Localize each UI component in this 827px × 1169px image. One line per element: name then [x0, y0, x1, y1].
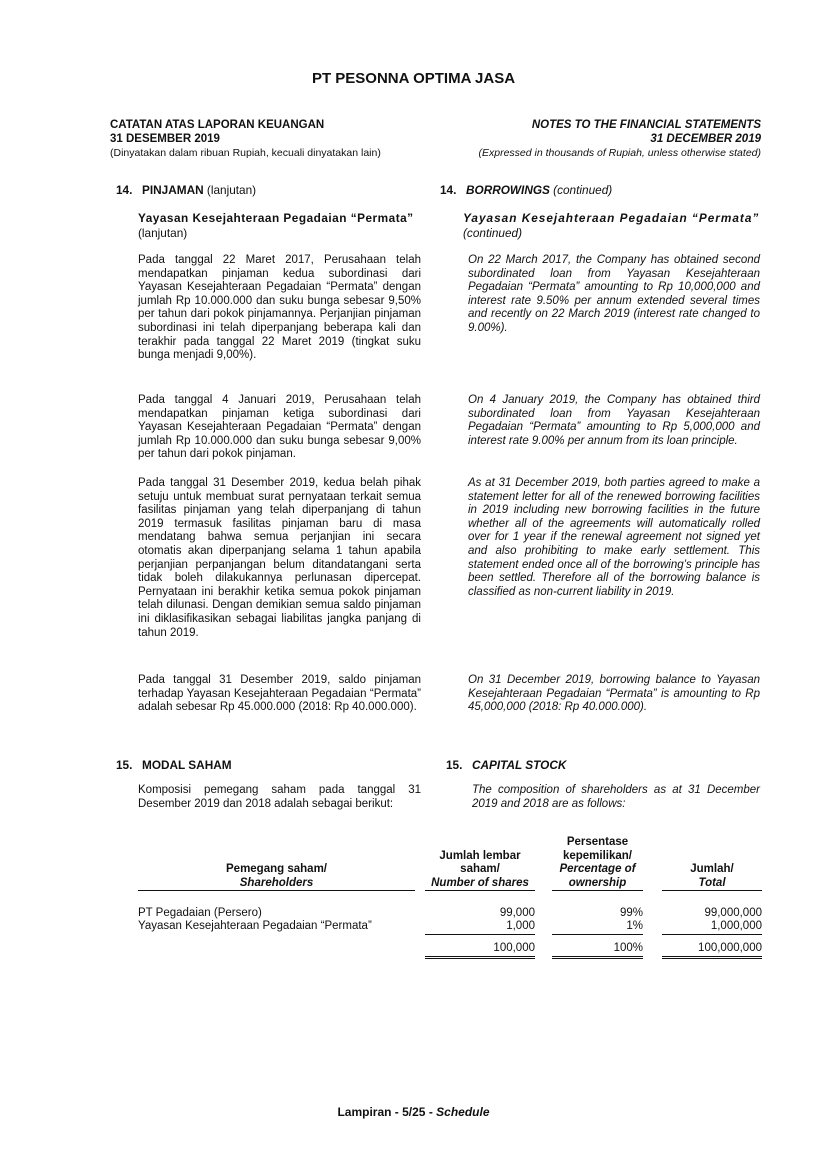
- header-total-id: Jumlah/: [690, 863, 734, 875]
- company-title: PT PESONNA OPTIMA JASA: [311, 70, 516, 87]
- header-left-date: 31 DESEMBER 2019: [110, 133, 220, 145]
- total-shares: 100,000: [425, 942, 535, 957]
- paragraph-en-4: On 31 December 2019, borrowing balance to Yayasan Kesejahteraan Pegadaian “Permata” is amounting to Rp 45,000,000 (2018: Rp 40.000.000).: [468, 674, 760, 714]
- row-2-shares: 1,000: [425, 920, 535, 934]
- header-left-note: (Dinyatakan dalam ribuan Rupiah, kecuali dinyatakan lain): [110, 147, 381, 159]
- section-14-number-en: 14.: [440, 183, 457, 197]
- page-footer: [0, 1105, 827, 1119]
- footer-label-en: Schedule: [436, 1105, 490, 1119]
- header-shareholders-id: Pemegang saham/: [226, 863, 327, 875]
- subheading-en-suffix: (continued): [463, 226, 523, 240]
- table-total-row: [138, 942, 762, 957]
- subheading-id-title: Yayasan Kesejahteraan Pegadaian “Permata”: [138, 211, 414, 225]
- header-shares: [425, 836, 535, 891]
- header-left-title: CATATAN ATAS LAPORAN KEUANGAN: [110, 119, 325, 131]
- row-1-holder: PT Pegadaian (Persero): [138, 906, 262, 919]
- section-14-heading-en: [440, 183, 612, 197]
- total-total: 100,000,000: [662, 942, 762, 957]
- paragraph-id-1: Pada tanggal 22 Maret 2017, Perusahaan telah mendapatkan pinjaman kedua subordinasi dari Yayasan Kesejahteraan Pegadaian “Permata” dengan jumlah Rp 10.000.000 dan suku bunga sebesar 9,50% per tahun dari pokok pinjamannya. Perjanjian pinjaman subordinasi ini telah diperpanjang beberapa kali dan terakhir pada tanggal 22 Maret 2019 (tingkat suku bunga menjadi 9,00%).: [138, 254, 421, 362]
- section-14-heading-id: [116, 183, 256, 197]
- header-shares-id1: Jumlah lembar: [439, 849, 521, 862]
- row-1-shares: 99,000: [499, 906, 535, 919]
- row-2-pct: 1%: [552, 920, 643, 934]
- header-pct-en2: ownership: [568, 876, 627, 889]
- subheading-en: [463, 211, 763, 241]
- footer-label: Lampiran - 5/25 -: [337, 1105, 433, 1119]
- table-row: [138, 920, 762, 934]
- table-header-row: [138, 836, 762, 891]
- section-15-intro-id: Komposisi pemegang saham pada tanggal 31 Desember 2019 dan 2018 adalah sebagai berikut:: [138, 784, 421, 810]
- header-right-title: NOTES TO THE FINANCIAL STATEMENTS: [531, 119, 761, 131]
- header-percentage: [552, 836, 643, 891]
- subheading-en-title: Yayasan Kesejahteraan Pegadaian “Permata”: [463, 211, 760, 225]
- subheading-id-suffix: (lanjutan): [138, 226, 188, 240]
- header-shares-id2: saham/: [460, 863, 500, 875]
- table-row: [138, 907, 762, 921]
- row-1-total: 99,000,000: [704, 906, 762, 919]
- section-15-heading-en: [446, 758, 566, 772]
- section-15-number: 15.: [116, 758, 133, 772]
- header-pct-id2: kepemilikan/: [562, 849, 633, 862]
- section-15-heading-id: [116, 758, 232, 772]
- capital-stock-table: [138, 836, 762, 959]
- paragraph-en-1: On 22 March 2017, the Company has obtained second subordinated loan from Yayasan Kesejahteraan Pegadaian “Permata” amounting to Rp 10,000,000 and interest rate 9.50% per annum extended several times and recently on 22 March 2019 (interest rate changed to 9.00%).: [468, 254, 760, 334]
- header-shareholders: [138, 836, 415, 891]
- header-right-note: (Expressed in thousands of Rupiah, unless otherwise stated): [478, 147, 761, 159]
- row-2-holder: Yayasan Kesejahteraan Pegadaian “Permata”: [138, 920, 372, 933]
- header-total: [662, 836, 762, 891]
- paragraph-id-2: Pada tanggal 4 Januari 2019, Perusahaan telah mendapatkan pinjaman ketiga subordinasi dari Yayasan Kesejahteraan Pegadaian “Permata” dengan jumlah Rp 10.000.000 dan suku bunga sebesar 9,00% per tahun dari pokok pinjaman.: [138, 394, 421, 461]
- section-15-title-en: CAPITAL STOCK: [472, 758, 567, 772]
- row-1-pct: 99%: [619, 906, 643, 919]
- section-14-number: 14.: [116, 183, 133, 197]
- header-total-en: Total: [698, 876, 726, 889]
- subheading-id: [138, 211, 423, 241]
- row-2-total: 1,000,000: [662, 920, 762, 934]
- paragraph-id-3: Pada tanggal 31 Desember 2019, kedua belah pihak setuju untuk membuat surat pernyataan terkait semua fasilitas pinjaman yang telah diperpanjang di tahun 2019 termasuk fasilitas pinjaman baru di masa mendatang bahwa semua perjanjian ini secara otomatis akan diperpanjang selama 1 tahun apabila perjanjian perpanjangan belum ditandatangani serta tidak boleh dilakukannya perlunasan dipercepat. Pernyataan ini berakhir ketika semua pokok pinjaman telah dilunasi. Dengan demikian semua saldo pinjaman ini diklasifikasikan sebagai liabilitas jangka panjang di tahun 2019.: [138, 477, 421, 639]
- section-15-intro-en: The composition of shareholders as at 31 December 2019 and 2018 are as follows:: [472, 784, 760, 810]
- section-14-title-en: BORROWINGS: [466, 183, 550, 197]
- header-pct-en1: Percentage of: [559, 863, 636, 875]
- paragraph-id-4: Pada tanggal 31 Desember 2019, saldo pinjaman terhadap Yayasan Kesejahteraan Pegadaian “Permata” adalah sebesar Rp 45.000.000 (2018: Rp 40.000.000).: [138, 674, 421, 714]
- header-left: [110, 118, 430, 160]
- header-shares-en: Number of shares: [431, 876, 529, 889]
- section-14-suffix-id: (lanjutan): [206, 183, 257, 197]
- header-right: [421, 118, 761, 160]
- paragraph-en-3: As at 31 December 2019, both parties agreed to make a statement letter for all of the renewed borrowing facilities in 2019 including new borrowing facilities in the future whether all of the agreements will automatically rolled over for 1 year if the renewal agreement not signed yet and also prohibiting to make early settlement. This statement ended once all of the borrowing’s principle has been settled. Therefore all of the borrowing balance is classified as non-current liability in 2019.: [468, 477, 760, 598]
- total-pct: 100%: [552, 942, 643, 957]
- header-right-date: 31 DECEMBER 2019: [650, 133, 761, 145]
- header-shareholders-en: Shareholders: [239, 876, 314, 889]
- paragraph-en-2: On 4 January 2019, the Company has obtained third subordinated loan from Yayasan Kesejahteraan Pegadaian “Permata” amounting to Rp 5,000,000 and interest rate 9.00% per annum from its loan principle.: [468, 394, 760, 447]
- section-14-suffix-en: (continued): [553, 183, 613, 197]
- section-15-number-en: 15.: [446, 758, 463, 772]
- header-pct-id1: Persentase: [566, 836, 629, 848]
- section-14-title-id: PINJAMAN: [142, 183, 204, 197]
- section-15-title-id: MODAL SAHAM: [142, 758, 232, 772]
